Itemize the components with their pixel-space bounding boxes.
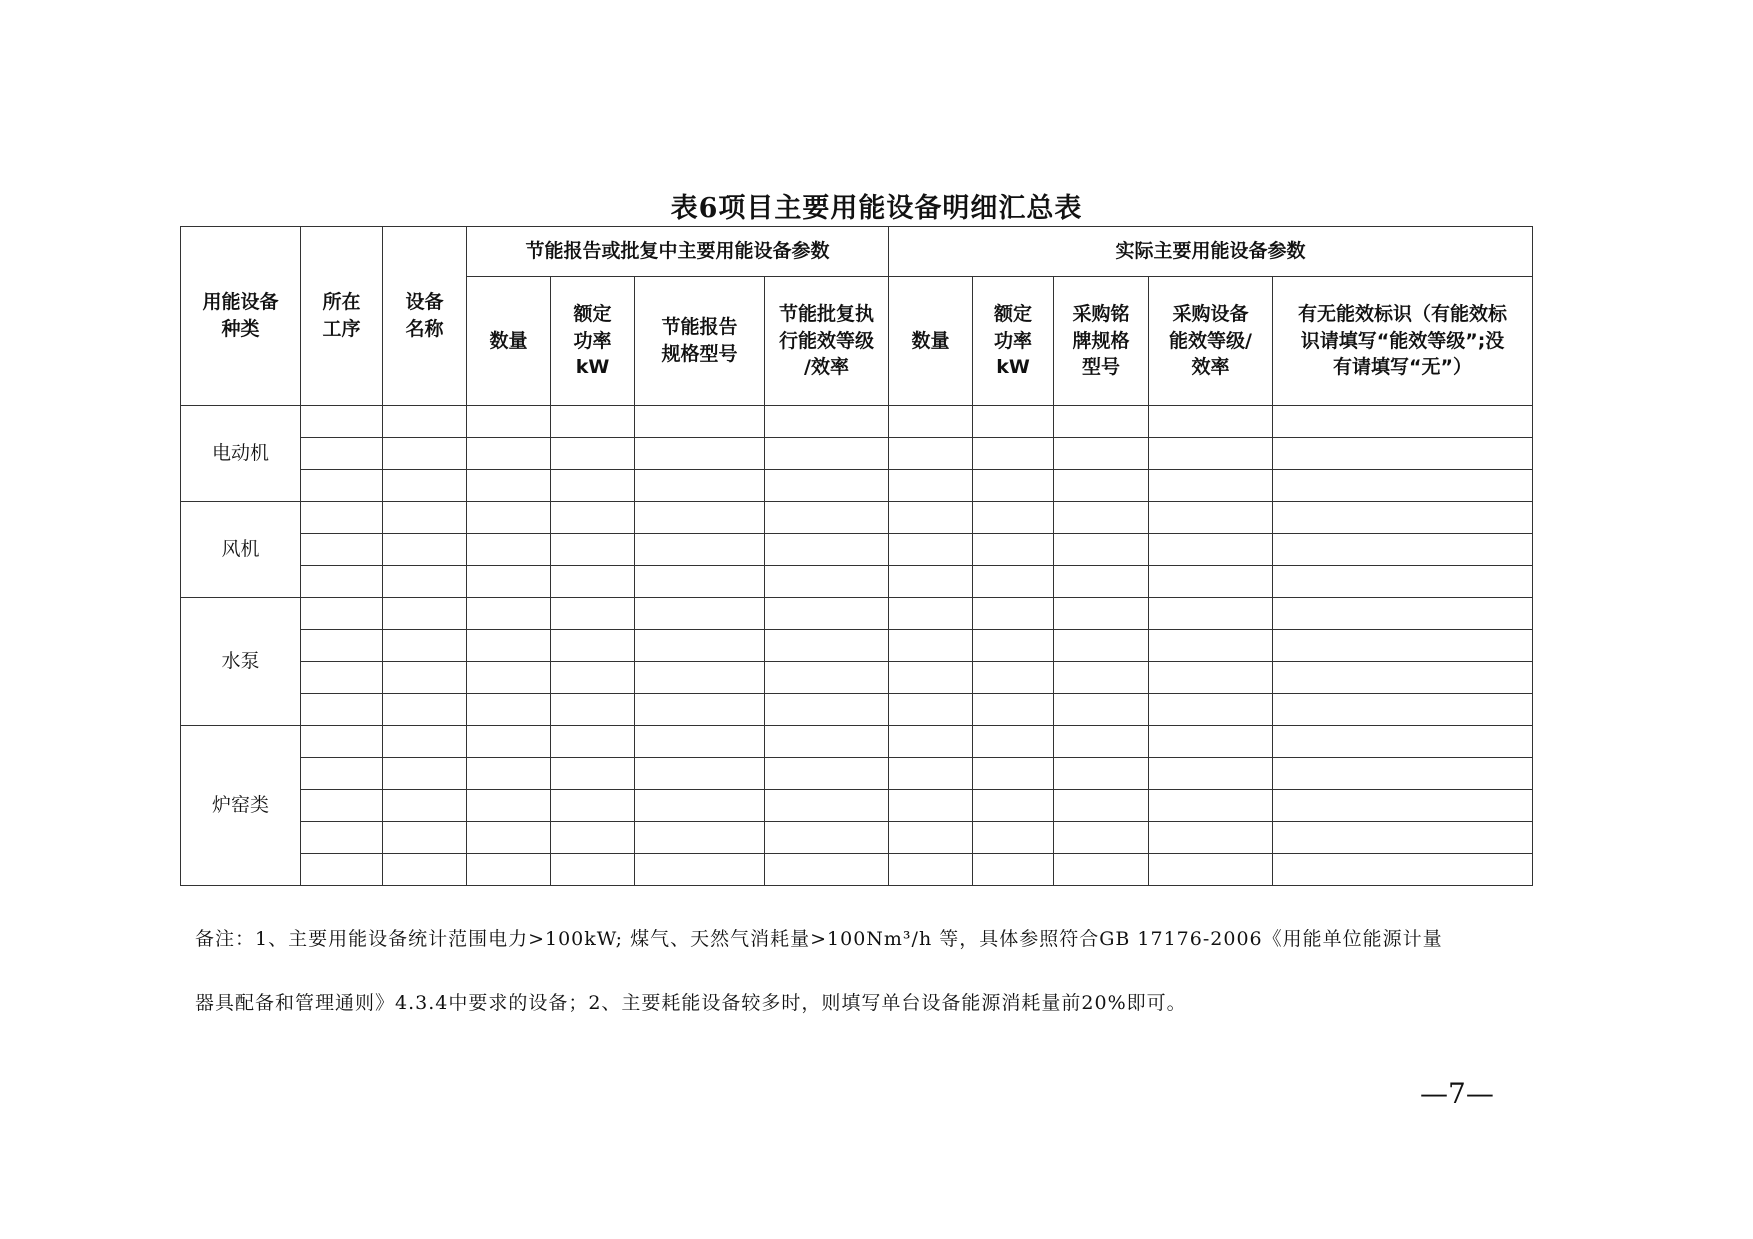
table-cell[interactable] — [765, 630, 889, 662]
table-cell[interactable] — [765, 534, 889, 566]
category-cell: 炉窑类 — [181, 726, 301, 886]
table-cell[interactable] — [467, 566, 551, 598]
table-cell[interactable] — [301, 758, 383, 790]
table-cell[interactable] — [1054, 726, 1149, 758]
table-cell[interactable] — [467, 694, 551, 726]
note-line-1: 备注：1、主要用能设备统计范围电力>100kW; 煤气、天然气消耗量>100Nm³/h 等，具体参照符合GB 17176-2006《用能单位能源计量 — [195, 928, 1443, 950]
page-number: —7— — [1420, 1077, 1494, 1110]
table-cell[interactable] — [1149, 662, 1273, 694]
table-cell[interactable] — [635, 662, 765, 694]
table-cell[interactable] — [1273, 470, 1533, 502]
table-cell[interactable] — [1149, 534, 1273, 566]
table-cell[interactable] — [301, 406, 383, 438]
table-cell[interactable] — [765, 662, 889, 694]
table-cell[interactable] — [301, 694, 383, 726]
table-cell[interactable] — [301, 534, 383, 566]
table-cell[interactable] — [1273, 406, 1533, 438]
table-row — [181, 534, 1533, 566]
table-row — [181, 790, 1533, 822]
table-cell[interactable] — [1149, 598, 1273, 630]
table-cell[interactable] — [635, 470, 765, 502]
table-cell[interactable] — [1149, 854, 1273, 886]
table-cell[interactable] — [973, 790, 1054, 822]
table-row — [181, 438, 1533, 470]
table-cell[interactable] — [1273, 630, 1533, 662]
table-row — [181, 598, 1533, 630]
table-cell[interactable] — [1149, 694, 1273, 726]
table-cell[interactable] — [1054, 854, 1149, 886]
header-energy-label: 有无能效标识（有能效标 识请填写“能效等级”;没 有请填写“无”） — [1273, 277, 1533, 406]
table-cell[interactable] — [383, 662, 467, 694]
table-cell[interactable] — [1054, 438, 1149, 470]
table-cell[interactable] — [635, 566, 765, 598]
table-cell[interactable] — [1273, 598, 1533, 630]
table-cell[interactable] — [551, 758, 635, 790]
table-cell[interactable] — [1054, 406, 1149, 438]
table-cell[interactable] — [635, 534, 765, 566]
table-cell[interactable] — [635, 630, 765, 662]
table-cell[interactable] — [635, 694, 765, 726]
table-cell[interactable] — [973, 470, 1054, 502]
table-cell[interactable] — [383, 566, 467, 598]
table-row — [181, 758, 1533, 790]
table-cell[interactable] — [765, 854, 889, 886]
table-cell[interactable] — [889, 662, 973, 694]
table-cell[interactable] — [973, 406, 1054, 438]
table-cell[interactable] — [765, 406, 889, 438]
table-row — [181, 502, 1533, 534]
table-cell[interactable] — [1273, 534, 1533, 566]
table-cell[interactable] — [301, 630, 383, 662]
table-cell[interactable] — [765, 758, 889, 790]
table-cell[interactable] — [765, 822, 889, 854]
table-cell[interactable] — [973, 534, 1054, 566]
table-cell[interactable] — [1054, 598, 1149, 630]
category-cell: 风机 — [181, 502, 301, 598]
table-cell[interactable] — [301, 566, 383, 598]
header-actual-efficiency-grade: 采购设备 能效等级/ 效率 — [1149, 277, 1273, 406]
table-cell[interactable] — [1054, 502, 1149, 534]
table-cell[interactable] — [1054, 758, 1149, 790]
table-cell[interactable] — [635, 502, 765, 534]
table-cell[interactable] — [889, 694, 973, 726]
table-cell[interactable] — [1054, 694, 1149, 726]
table-cell[interactable] — [765, 694, 889, 726]
table-cell[interactable] — [1149, 726, 1273, 758]
table-cell[interactable] — [973, 662, 1054, 694]
table-cell[interactable] — [301, 726, 383, 758]
table-row — [181, 854, 1533, 886]
header-category: 用能设备 种类 — [181, 227, 301, 406]
table-cell[interactable] — [301, 662, 383, 694]
table-cell[interactable] — [765, 566, 889, 598]
table-cell[interactable] — [973, 566, 1054, 598]
table-cell[interactable] — [301, 470, 383, 502]
table-cell[interactable] — [889, 502, 973, 534]
table-cell[interactable] — [383, 726, 467, 758]
table-cell[interactable] — [889, 822, 973, 854]
table-cell[interactable] — [1054, 790, 1149, 822]
table-cell[interactable] — [383, 854, 467, 886]
table-cell[interactable] — [383, 502, 467, 534]
table-cell[interactable] — [889, 854, 973, 886]
table-cell[interactable] — [765, 438, 889, 470]
table-row — [181, 630, 1533, 662]
header-report-rated-power: 额定 功率 kW — [551, 277, 635, 406]
table-cell[interactable] — [551, 502, 635, 534]
table-cell[interactable] — [467, 406, 551, 438]
table-cell[interactable] — [1149, 630, 1273, 662]
table-cell[interactable] — [551, 566, 635, 598]
header-report-spec-model: 节能报告 规格型号 — [635, 277, 765, 406]
note-line-2: 器具配备和管理通则》4.3.4中要求的设备；2、主要耗能设备较多时，则填写单台设备能源消耗量前20%即可。 — [195, 992, 1187, 1014]
table-cell[interactable] — [973, 630, 1054, 662]
table-title: 表6项目主要用能设备明细汇总表 — [670, 193, 1083, 224]
table-cell[interactable] — [973, 694, 1054, 726]
table-cell[interactable] — [383, 758, 467, 790]
table-cell[interactable] — [765, 598, 889, 630]
table-cell[interactable] — [551, 662, 635, 694]
table-cell[interactable] — [383, 470, 467, 502]
table-cell[interactable] — [1273, 854, 1533, 886]
table-cell[interactable] — [1273, 438, 1533, 470]
table-row — [181, 694, 1533, 726]
table-cell[interactable] — [973, 758, 1054, 790]
table-cell[interactable] — [973, 854, 1054, 886]
table-cell[interactable] — [301, 598, 383, 630]
table-cell[interactable] — [551, 726, 635, 758]
table-cell[interactable] — [635, 854, 765, 886]
table-cell[interactable] — [1149, 470, 1273, 502]
table-row — [181, 470, 1533, 502]
table-cell[interactable] — [383, 598, 467, 630]
table-body — [181, 406, 1533, 886]
table-cell[interactable] — [1054, 534, 1149, 566]
table-cell[interactable] — [973, 822, 1054, 854]
table-cell[interactable] — [383, 822, 467, 854]
table-cell[interactable] — [1273, 662, 1533, 694]
table-cell[interactable] — [551, 438, 635, 470]
table-cell[interactable] — [1273, 726, 1533, 758]
table-cell[interactable] — [467, 854, 551, 886]
table-cell[interactable] — [1273, 694, 1533, 726]
table-cell[interactable] — [467, 502, 551, 534]
table-cell[interactable] — [635, 598, 765, 630]
table-cell[interactable] — [635, 726, 765, 758]
table-cell[interactable] — [635, 790, 765, 822]
table-cell[interactable] — [889, 438, 973, 470]
table-cell[interactable] — [765, 470, 889, 502]
table-cell[interactable] — [889, 726, 973, 758]
table-cell[interactable] — [551, 694, 635, 726]
header-actual-nameplate-model: 采购铭 牌规格 型号 — [1054, 277, 1149, 406]
table-cell[interactable] — [635, 822, 765, 854]
category-cell: 水泵 — [181, 598, 301, 726]
table-cell[interactable] — [467, 822, 551, 854]
equipment-table — [180, 226, 1533, 886]
table-cell[interactable] — [635, 406, 765, 438]
table-cell[interactable] — [889, 758, 973, 790]
table-cell[interactable] — [551, 598, 635, 630]
header-process: 所在 工序 — [301, 227, 383, 406]
table-cell[interactable] — [467, 726, 551, 758]
table-cell[interactable] — [1149, 790, 1273, 822]
table-cell[interactable] — [889, 630, 973, 662]
table-cell[interactable] — [1149, 502, 1273, 534]
table-cell[interactable] — [889, 406, 973, 438]
table-cell[interactable] — [973, 502, 1054, 534]
table-row — [181, 566, 1533, 598]
table-cell[interactable] — [301, 790, 383, 822]
table-cell[interactable] — [973, 438, 1054, 470]
table-cell[interactable] — [467, 758, 551, 790]
table-cell[interactable] — [467, 662, 551, 694]
table-cell[interactable] — [889, 790, 973, 822]
table-cell[interactable] — [1054, 630, 1149, 662]
table-cell[interactable] — [765, 502, 889, 534]
table-cell[interactable] — [1054, 566, 1149, 598]
table-cell[interactable] — [551, 630, 635, 662]
table-cell[interactable] — [1149, 566, 1273, 598]
table-cell[interactable] — [973, 598, 1054, 630]
table-cell[interactable] — [301, 822, 383, 854]
table-cell[interactable] — [889, 470, 973, 502]
header-actual-group: 实际主要用能设备参数 — [889, 227, 1533, 277]
table-cell[interactable] — [1149, 438, 1273, 470]
header-actual-quantity: 数量 — [889, 277, 973, 406]
table-cell[interactable] — [383, 790, 467, 822]
table-row — [181, 822, 1533, 854]
table-cell[interactable] — [1149, 822, 1273, 854]
table-cell[interactable] — [301, 502, 383, 534]
table-cell[interactable] — [1273, 502, 1533, 534]
table-cell[interactable] — [551, 406, 635, 438]
table-cell[interactable] — [889, 598, 973, 630]
table-cell[interactable] — [551, 534, 635, 566]
table-cell[interactable] — [973, 726, 1054, 758]
table-cell[interactable] — [635, 758, 765, 790]
table-cell[interactable] — [551, 790, 635, 822]
table-cell[interactable] — [1054, 822, 1149, 854]
table-cell[interactable] — [1054, 662, 1149, 694]
table-cell[interactable] — [1054, 470, 1149, 502]
table-cell[interactable] — [765, 726, 889, 758]
table-cell[interactable] — [467, 470, 551, 502]
table-cell[interactable] — [467, 630, 551, 662]
table-cell[interactable] — [467, 790, 551, 822]
table-row — [181, 662, 1533, 694]
table-cell[interactable] — [383, 694, 467, 726]
header-report-efficiency-grade: 节能批复执 行能效等级 /效率 — [765, 277, 889, 406]
table-cell[interactable] — [889, 566, 973, 598]
table-cell[interactable] — [551, 822, 635, 854]
table-cell[interactable] — [1149, 758, 1273, 790]
table-cell[interactable] — [467, 534, 551, 566]
table-cell[interactable] — [765, 790, 889, 822]
table-cell[interactable] — [301, 438, 383, 470]
table-cell[interactable] — [1273, 822, 1533, 854]
category-cell: 电动机 — [181, 406, 301, 502]
table-row — [181, 726, 1533, 758]
table-cell[interactable] — [383, 534, 467, 566]
table-cell[interactable] — [383, 630, 467, 662]
header-report-group: 节能报告或批复中主要用能设备参数 — [467, 227, 889, 277]
header-actual-rated-power: 额定 功率 kW — [973, 277, 1054, 406]
table-cell[interactable] — [467, 598, 551, 630]
table-row — [181, 406, 1533, 438]
table-cell[interactable] — [1273, 566, 1533, 598]
table-cell[interactable] — [1149, 406, 1273, 438]
table-cell[interactable] — [301, 854, 383, 886]
table-cell[interactable] — [635, 438, 765, 470]
table-cell[interactable] — [1273, 758, 1533, 790]
table-cell[interactable] — [889, 534, 973, 566]
table-cell[interactable] — [467, 438, 551, 470]
header-report-quantity: 数量 — [467, 277, 551, 406]
table-cell[interactable] — [383, 438, 467, 470]
table-cell[interactable] — [551, 470, 635, 502]
table-cell[interactable] — [1273, 790, 1533, 822]
table-cell[interactable] — [551, 854, 635, 886]
header-equipment-name: 设备 名称 — [383, 227, 467, 406]
table-cell[interactable] — [383, 406, 467, 438]
